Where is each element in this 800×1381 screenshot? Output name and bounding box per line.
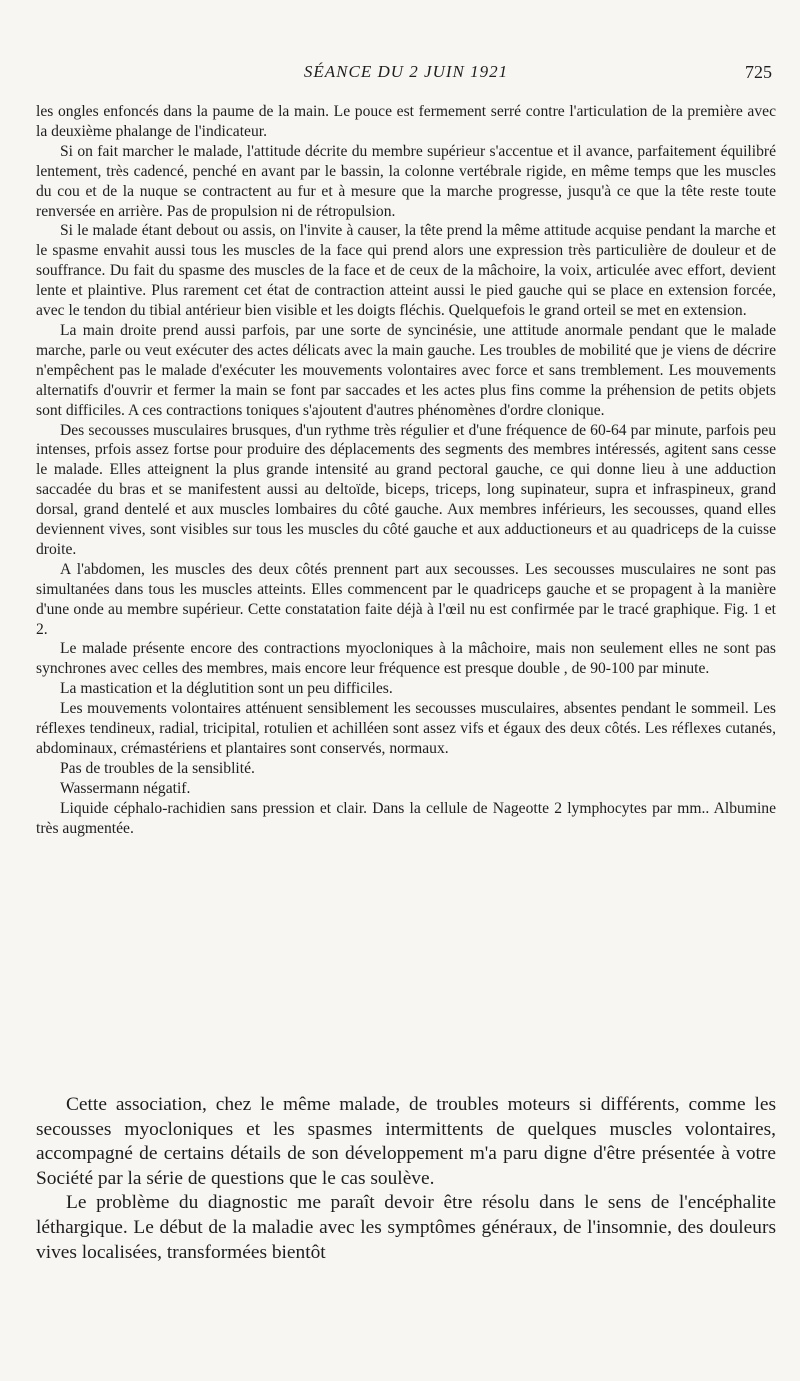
paragraph: Pas de troubles de la sensiblité.: [60, 759, 255, 777]
paragraph: Liquide céphalo-rachidien sans pression et clair. Dans la cellule de Nageotte 2 lymphocytes par mm.. Albumine très augmentée.: [36, 799, 776, 837]
discussion-text: [36, 1093, 776, 1265]
paragraph: Wassermann négatif.: [60, 779, 191, 797]
running-title: SÉANCE DU 2 JUIN 1921: [303, 62, 509, 81]
paragraph: A l'abdomen, les muscles des deux côtés prennent part aux secousses. Les secousses musculaires ne sont pas simultanées dans tous les muscles atteints. Elles commencent par le quadriceps gauche et se propagent à la manière d'une onde au membre supérieur. Cette constatation faite déjà à l'œil nu est confirmée par le tracé graphique. Fig. 1 et 2.: [36, 560, 776, 638]
paragraph: Des secousses musculaires brusques, d'un rythme très régulier et d'une fréquence de 60-64 par minute, parfois peu intenses, prfois assez fortse pour produire des déplacements des segments des membres intéressés, agitent sans cesse le malade. Elles atteignent la plus grande intensité au grand pectoral gauche, ce qui donne lieu à une adduction saccadée du bras et se manifestent aussi au deltoïde, biceps, triceps, long supinateur, supra et infraspineux, grand dorsal, grand dentelé et aux muscles lombaires du côté gauche. Aux membres inférieurs, les secousses, quand elles deviennent vives, sont visibles sur tous les muscles du côté gauche et aux adductioneurs et au quadriceps de la cuisse droite.: [36, 421, 776, 558]
paragraph: Le problème du diagnostic me paraît devoir être résolu dans le sens de l'encéphalite léthargique. Le début de la maladie avec les symptômes généraux, de l'insomnie, des douleurs vives localisées, transformées bientôt: [36, 1192, 776, 1263]
paragraph: Cette association, chez le même malade, de troubles moteurs si différents, comme les secousses myocloniques et les spasmes intermittents de quelques muscles volontaires, accompagné de certains détails de son développement m'a paru digne d'être présentée à votre Société par la série de questions que le cas soulève.: [36, 1094, 776, 1189]
paragraph: Le malade présente encore des contractions myocloniques à la mâchoire, mais non seulement elles ne sont pas synchrones avec celles des membres, mais encore leur fréquence est presque double , de 90-100 par minute.: [36, 640, 776, 678]
running-head: [36, 62, 776, 86]
paragraph: La mastication et la déglutition sont un peu difficiles.: [60, 680, 393, 698]
paragraph: Si le malade étant debout ou assis, on l'invite à causer, la tête prend la même attitude acquise pendant la marche et le spasme envahit aussi tous les muscles de la face qui prend alors une expression très particulière de douleur et de souffrance. Du fait du spasme des muscles de la face et de ceux de la mâchoire, la voix, articulée avec effort, devient lente et plaintive. Plus rarement cet état de contraction atteint aussi le pied gauche qui se place en extension forcée, avec le tendon du tibial antérieur bien visible et les doigts fléchis. Quelquefois le grand orteil se met en extension.: [36, 222, 776, 320]
paragraph: les ongles enfoncés dans la paume de la main. Le pouce est fermement serré contre l'articulation de la première avec la deuxième phalange de l'indicateur.: [36, 103, 776, 140]
paragraph: Si on fait marcher le malade, l'attitude décrite du membre supérieur s'accentue et il avance, parfaitement équilibré lentement, très cadencé, penché en avant par le bassin, la colonne vertébrale rigide, en même temps que les muscles du cou et de la nuque se contractent au fur et à mesure que la marche progresse, jusqu'à ce que la tête reste toute renversée en arrière. Pas de propulsion ni de rétropulsion.: [36, 142, 776, 220]
paragraph: La main droite prend aussi parfois, par une sorte de syncinésie, une attitude anormale pendant que le malade marche, parle ou veut exécuter des actes délicats avec la main gauche. Les troubles de mobilité que je viens de décrire n'empêchent pas le malade d'exécuter les mouvements volontaires avec force et sans tremblement. Les mouvements alternatifs d'ouvrir et fermer la main se font par saccades et les actes plus fins comme la préhension de petits objets sont difficiles. A ces contractions toniques s'ajoutent d'autres phénomènes d'ordre clonique.: [36, 321, 776, 419]
page-number: 725: [745, 62, 772, 82]
clinical-observation-text: [36, 102, 776, 839]
paragraph: Les mouvements volontaires atténuent sensiblement les secousses musculaires, absentes pendant le sommeil. Les réflexes tendineux, radial, tricipital, rotulien et achilléen sont assez vifs et égaux des deux côtés. Les réflexes cutanés, abdominaux, crémastériens et plantaires sont conservés, normaux.: [36, 700, 776, 757]
